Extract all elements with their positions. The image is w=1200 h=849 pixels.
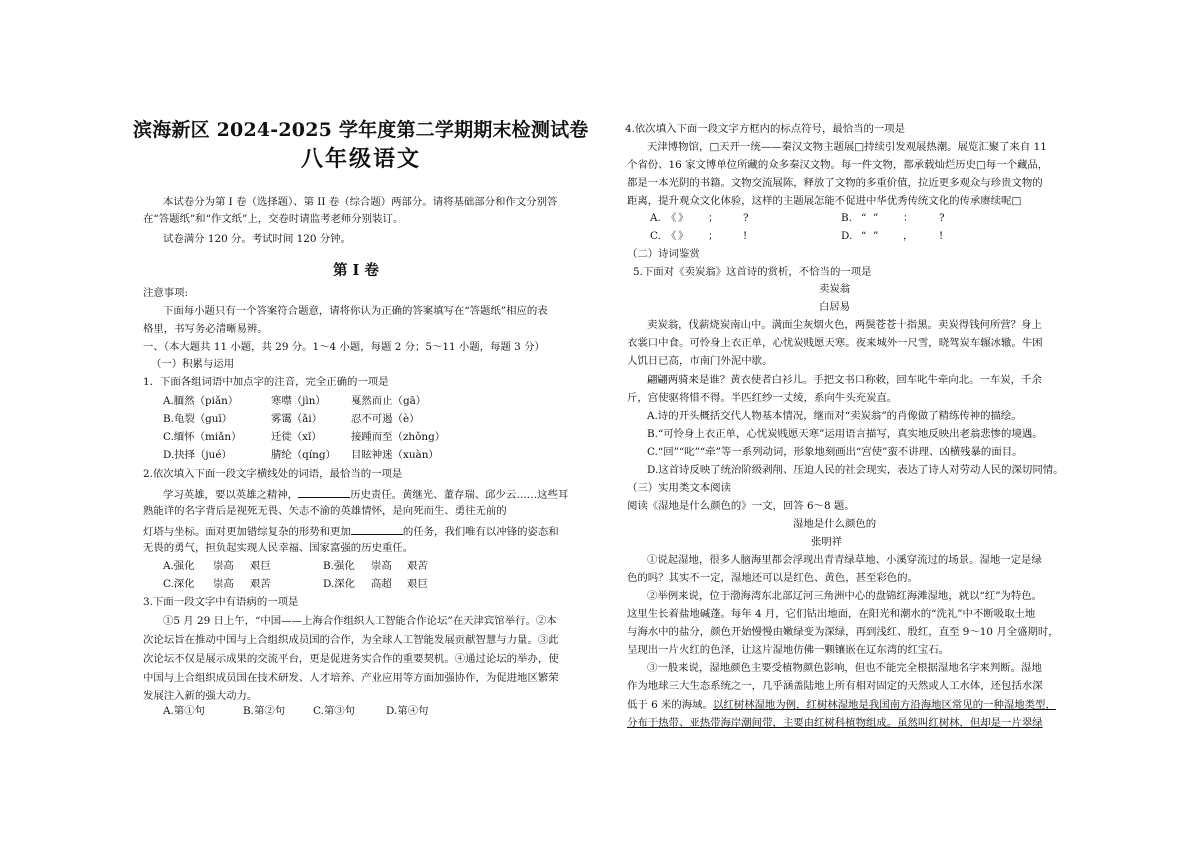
question-stem: 1．下面各组词语中加点字的注音，完全正确的一项是	[143, 376, 389, 388]
q2-option: C.深化	[163, 578, 195, 590]
intro-line: 本试卷分为第 I 卷（选择题）、第 II 卷（综合题）两部分。请将基础部分和作文分别答	[163, 196, 558, 208]
article-line: ③一般来说，湿地颜色主要受植物颜色影响，但也不能完全根据湿地名字来判断。湿地	[647, 662, 1042, 674]
q3-option: D.第④句	[386, 705, 429, 717]
q4-option: ?	[743, 212, 749, 224]
q2-option: D.深化	[323, 578, 356, 590]
q4-option: !	[939, 230, 944, 242]
article-line	[627, 699, 1056, 712]
q3-option: C.第③句	[313, 705, 356, 717]
article-line: 作为地球三大生态系统之一，几乎涵盖陆地上所有相对固定的天然或人工水体，还包括水深	[627, 680, 1043, 692]
article-title: 湿地是什么颜色的	[793, 518, 877, 530]
article-line: 分布于热带、亚热带海岸潮间带，主要由红树科植物组成。虽然叫红树林，但却是一片翠绿	[627, 717, 1043, 729]
q4-option: ，	[903, 230, 914, 242]
answer-blank	[298, 487, 350, 498]
question-stem: 5.下面对《卖炭翁》这首诗的赏析，不恰当的一项是	[633, 266, 872, 278]
poem-line: 衣裳口中食。可怜身上衣正单，心忧炭贱愿天寒。夜来城外一尺雪，晓驾炭车辗冰辙。牛困	[627, 337, 1043, 349]
intro-line: 在“答题纸”和“作文纸”上，交卷时请监考老师分别装订。	[143, 213, 404, 225]
q3-passage-line: 次论坛旨在推动中国与上合组织成员国的合作，为全球人工智能发展贡献智慧与力量。③此	[143, 634, 559, 646]
q4-option: 《	[666, 212, 677, 224]
q4-option: C.	[650, 230, 661, 242]
q4-passage-line: 距离，提升观众文化体验，这样的主题展怎能不促进中华优秀传统文化的传承赓续呢□	[627, 195, 1022, 207]
intro-line: 试卷满分 120 分。考试时间 120 分钟。	[163, 233, 351, 245]
q1-option: 寒噤（jìn）	[271, 395, 326, 407]
q4-option: “	[861, 230, 867, 242]
q2-text: 的任务，我们唯有以冲锋的姿态和	[402, 526, 559, 538]
poem-line: 翩翩两骑来是谁？黄衣使者白衫儿。手把文书口称敕，回车叱牛牵向北。一车炭，千余	[647, 374, 1042, 386]
q3-passage-line: 发展注入新的强大动力。	[143, 690, 258, 702]
q4-option: ”	[873, 212, 879, 224]
article-line: 色的吗？其实不一定，湿地还可以是红色、黄色，甚至彩色的。	[627, 572, 918, 584]
notice-title: 注意事项:	[143, 287, 189, 299]
question-stem: 3.下面一段文字中有语病的一项是	[143, 596, 299, 608]
volume-heading: 第 I 卷	[333, 262, 379, 279]
q1-option: A.腼然（piǎn）	[163, 395, 239, 407]
q4-option: A.	[650, 212, 661, 224]
q4-option: 《	[666, 230, 677, 242]
q3-passage-line: ①5 月 29 日上午，“中国——上海合作组织人工智能合作论坛”在天津宾馆举行。②本	[163, 615, 557, 627]
poem-title: 卖炭翁	[819, 283, 851, 295]
q4-option: !	[743, 230, 748, 242]
q2-option: 艰苦	[407, 560, 428, 572]
q4-option: D.	[841, 230, 853, 242]
q2-option: 高超	[371, 578, 392, 590]
underlined-text: 以红树林湿地为例，红树林湿地是我国南方沿海地区常见的一种湿地类型，	[712, 699, 1056, 711]
article-text: 低于 6 米的海域。	[627, 699, 713, 711]
poem-line: 卖炭翁，伐薪烧炭南山中。满面尘灰烟火色，两鬓苍苍十指黑。卖炭得钱何所营？身上	[647, 319, 1042, 331]
article-line: ①说起湿地，很多人脑海里都会浮现出青青绿草地、小溪穿流过的场景。湿地一定是绿	[647, 554, 1042, 566]
q4-option: 》	[678, 212, 689, 224]
q3-passage-line: 次论坛不仅是展示成果的交流平台，更是促进务实合作的重要契机。④通过论坛的举办，使	[143, 653, 559, 665]
article-line: 呈现出一片火红的色泽，让这片湿地仿佛一颗镶嵌在辽东湾的红宝石。	[627, 644, 950, 656]
poem-line: 人饥日已高，市南门外泥中歇。	[627, 355, 773, 367]
q2-option: B.强化	[323, 560, 355, 572]
q5-option: A.诗的开头概括交代人物基本情况，继而对“卖炭翁”的肖像做了精练传神的描绘。	[647, 410, 1022, 422]
q2-passage-line	[163, 487, 568, 502]
q2-passage-line: 熟能详的名字背后是视死无畏、矢志不渝的英雄情怀，是向死而生、勇往无前的	[143, 505, 507, 517]
q2-option: 艰巨	[407, 578, 428, 590]
article-line: ②举例来说，位于渤海湾东北部辽河三角洲中心的盘锦红海滩湿地，就以“红”为特色。	[647, 590, 1043, 602]
poem-author: 白居易	[819, 301, 851, 313]
q5-option: C.“回”“叱”“牵”等一系列动词，形象地刻画出“宫使”蛮不讲理、凶横残暴的面目。	[647, 446, 1023, 458]
poem-line: 斤，宫使驱将惜不得。半匹红纱一丈绫，系向牛头充炭直。	[627, 392, 898, 404]
q1-option: 戛然而止（gā）	[351, 395, 427, 407]
exam-subtitle: 八年级语文	[301, 146, 422, 172]
notice-line: 下面每小题只有一个答案符合题意，请将你认为正确的答案填写在“答题纸”相应的表	[163, 305, 548, 317]
q2-passage-line: 无畏的勇气，担负起实现人民幸福、国家富强的历史重任。	[143, 542, 414, 554]
q4-option: 》	[678, 230, 689, 242]
q1-option: 雾霭（ǎi）	[271, 413, 323, 425]
notice-line: 格里，书写务必清晰易辨。	[143, 323, 268, 335]
q2-option: A.强化	[163, 560, 195, 572]
q2-passage-line	[143, 524, 559, 539]
q2-option: 崇高	[213, 560, 234, 572]
q1-option: 忍不可遏（è）	[351, 413, 420, 425]
part-heading: 一、（本大题共 11 小题，共 29 分。1～4 小题，每题 2 分；5～11 小题，每题 3 分）	[143, 341, 545, 353]
q2-option: 崇高	[213, 578, 234, 590]
q4-passage-line: 都是一本光阴的书籍。文物交流展陈，释放了文物的多重价值，拉近更多观众与珍贵文物的	[627, 177, 1043, 189]
q5-option: B.“可怜身上衣正单，心忧炭贱愿天寒”运用语言描写，真实地反映出老翁悲惨的境遇。	[647, 428, 1043, 440]
subsection-heading: （二）诗词鉴赏	[627, 248, 700, 260]
section-intro: 阅读《湿地是什么颜色的》一文，回答 6～8 题。	[627, 500, 855, 512]
subsection-heading: （一）积累与运用	[151, 358, 235, 370]
q1-option: 迁徙（xǐ）	[271, 431, 322, 443]
q4-option: B.	[841, 212, 852, 224]
q1-option: 目眩神迷（xuàn）	[351, 449, 439, 461]
q2-text: 历史责任。黄继光、董存瑞、邱少云……这些耳	[350, 489, 569, 501]
article-line: 这里生长着盐地碱蓬。每年 4 月，它们钻出地面，在阳光和潮水的“洗礼”中不断吸取土地	[627, 608, 1036, 620]
q2-text: 灯塔与坐标。面对更加错综复杂的形势和更加	[143, 526, 351, 538]
q3-passage-line: 中国与上合组织成员国在技术研发、人才培养、产业应用等方面加强协作，为促进地区繁荣	[143, 672, 559, 684]
q5-option: D.这首诗反映了统治阶级剥削、压迫人民的社会现实，表达了诗人对劳动人民的深切同情。	[647, 464, 1064, 476]
q2-text: 学习英雄，要以英雄之精神，	[163, 489, 299, 501]
q4-option: ；	[708, 230, 719, 242]
article-line: 与海水中的盐分，颜色开始慢慢由嫩绿变为深绿，再到浅红、殷红，直至 9～10 月全盛期时，	[627, 626, 1059, 638]
q2-option: 艰巨	[250, 560, 271, 572]
article-author: 张明祥	[811, 536, 843, 548]
q4-option: ；	[708, 212, 719, 224]
question-stem: 4.依次填入下面一段文字方框内的标点符号，最恰当的一项是	[625, 123, 906, 135]
q3-option: B.第②句	[243, 705, 286, 717]
q4-option: ?	[939, 212, 945, 224]
q4-option: “	[861, 212, 867, 224]
q4-option: ”	[873, 230, 879, 242]
q1-option: B.龟裂（guī）	[163, 413, 233, 425]
q1-option: D.抉择（jué）	[163, 449, 232, 461]
answer-blank	[351, 524, 403, 535]
q4-passage-line: 个省份、16 家文博单位所藏的众多秦汉文物。每一件文物，都承载灿烂历史□每一个藏品，	[627, 159, 1049, 171]
q2-option: 崇高	[371, 560, 392, 572]
question-stem: 2.依次填入下面一段文字横线处的词语，最恰当的一项是	[143, 468, 403, 480]
q4-option: ：	[903, 212, 914, 224]
subsection-heading: （三）实用类文本阅读	[627, 482, 731, 494]
q3-option: A.第①句	[163, 705, 205, 717]
q2-option: 艰苦	[250, 578, 271, 590]
exam-title: 滨海新区 2024-2025 学年度第二学期期末检测试卷	[133, 119, 589, 141]
q1-option: 接踵而至（zhǒng）	[351, 431, 446, 443]
q1-option: C.缅怀（miǎn）	[163, 431, 242, 443]
q1-option: 腈纶（qíng）	[271, 449, 336, 461]
q4-passage-line: 天津博物馆，□天开一统——秦汉文物主题展□持续引发观展热潮。展览汇聚了来自 11	[647, 141, 1047, 153]
